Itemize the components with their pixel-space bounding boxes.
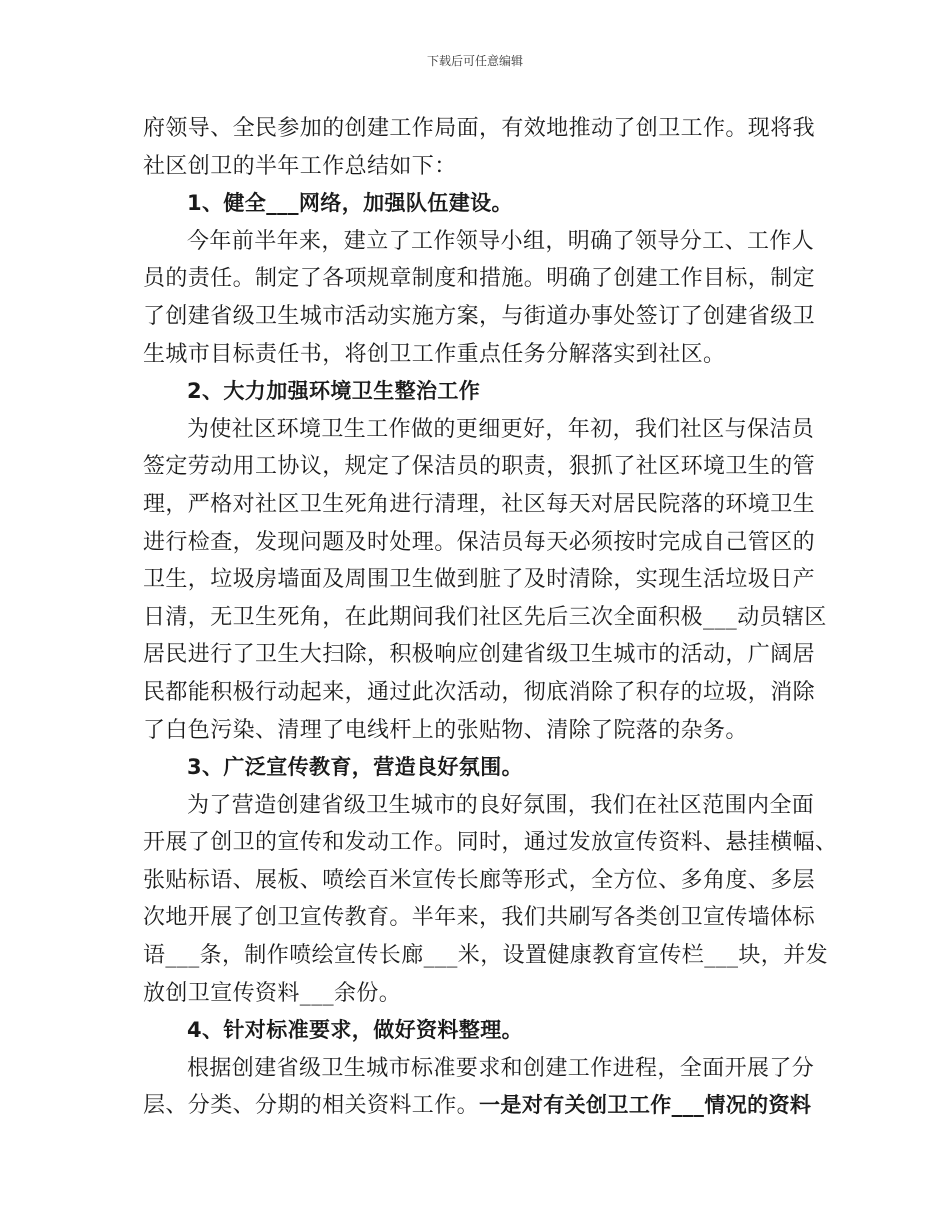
page-header: 下载后可任意编辑 (426, 54, 523, 68)
paragraph-line: 签定劳动用工协议，规定了保洁员的职责，狠抓了社区环境卫生的管 (143, 454, 816, 480)
paragraph-line: 社区创卫的半年工作总结如下： (143, 153, 457, 179)
paragraph-line: 民都能积极行动起来，通过此次活动，彻底消除了积存的垃圾，消除 (143, 679, 816, 705)
paragraph-line: 为了营造创建省级卫生城市的良好氛围，我们在社区范围内全面 (187, 792, 815, 818)
paragraph-line: 了白色污染、清理了电线杆上的张贴物、清除了院落的杂务。 (143, 717, 748, 743)
paragraph-line: 了创建省级卫生城市活动实施方案，与街道办事处签订了创建省级卫 (143, 303, 816, 329)
section-heading-3: 3、广泛宣传教育，营造良好氛围。 (187, 755, 524, 780)
paragraph-line: 为使社区环境卫生工作做的更细更好，年初，我们社区与保洁员 (187, 416, 815, 442)
document-body (143, 110, 838, 1125)
paragraph-line-mixed (143, 1087, 813, 1125)
paragraph-line: 居民进行了卫生大扫除，积极响应创建省级卫生城市的活动，广阔居 (143, 642, 816, 668)
paragraph-line: 理，严格对社区卫生死角进行清理，社区每天对居民院落的环境卫生 (143, 491, 816, 517)
paragraph-line: 进行检查，发现问题及时处理。保洁员每天必须按时完成自己管区的 (143, 529, 816, 555)
paragraph-line: 今年前半年来，建立了工作领导小组，明确了领导分工、工作人 (187, 228, 815, 254)
paragraph-line: 府领导、全民参加的创建工作局面，有效地推动了创卫工作。现将我 (143, 116, 816, 141)
paragraph-text: 层、分类、分期的相关资料工作。 (143, 1093, 480, 1119)
section-heading-1: 1、健全___网络，加强队伍建设。 (187, 191, 513, 216)
paragraph-line: 员的责任。制定了各项规章制度和措施。明确了创建工作目标，制定 (143, 266, 816, 292)
paragraph-line: 张贴标语、展板、喷绘百米宣传长廊等形式，全方位、多角度、多层 (143, 867, 816, 893)
paragraph-line: 语___条，制作喷绘宣传长廊___米，设置健康教育宣传栏___块，并发 (143, 943, 829, 969)
section-heading-2: 2、大力加强环境卫生整治工作 (187, 379, 481, 404)
paragraph-line: 生城市目标责任书，将创卫工作重点任务分解落实到社区。 (143, 341, 726, 367)
paragraph-line: 根据创建省级卫生城市标准要求和创建工作进程，全面开展了分 (187, 1055, 815, 1081)
paragraph-line: 开展了创卫的宣传和发动工作。同时，通过发放宣传资料、悬挂横幅、 (143, 830, 838, 856)
paragraph-line: 次地开展了创卫宣传教育。半年来，我们共刷写各类创卫宣传墙体标 (143, 905, 816, 931)
paragraph-line: 卫生，垃圾房墙面及周围卫生做到脏了及时清除，实现生活垃圾日产 (143, 567, 816, 593)
bold-emphasis-text: 一是对有关创卫工作___情况的资料 (479, 1093, 812, 1118)
paragraph-line: 放创卫宣传资料___余份。 (143, 980, 402, 1006)
section-heading-4: 4、针对标准要求，做好资料整理。 (187, 1018, 524, 1043)
paragraph-line: 日清，无卫生死角，在此期间我们社区先后三次全面积极___动员辖区 (143, 604, 827, 630)
